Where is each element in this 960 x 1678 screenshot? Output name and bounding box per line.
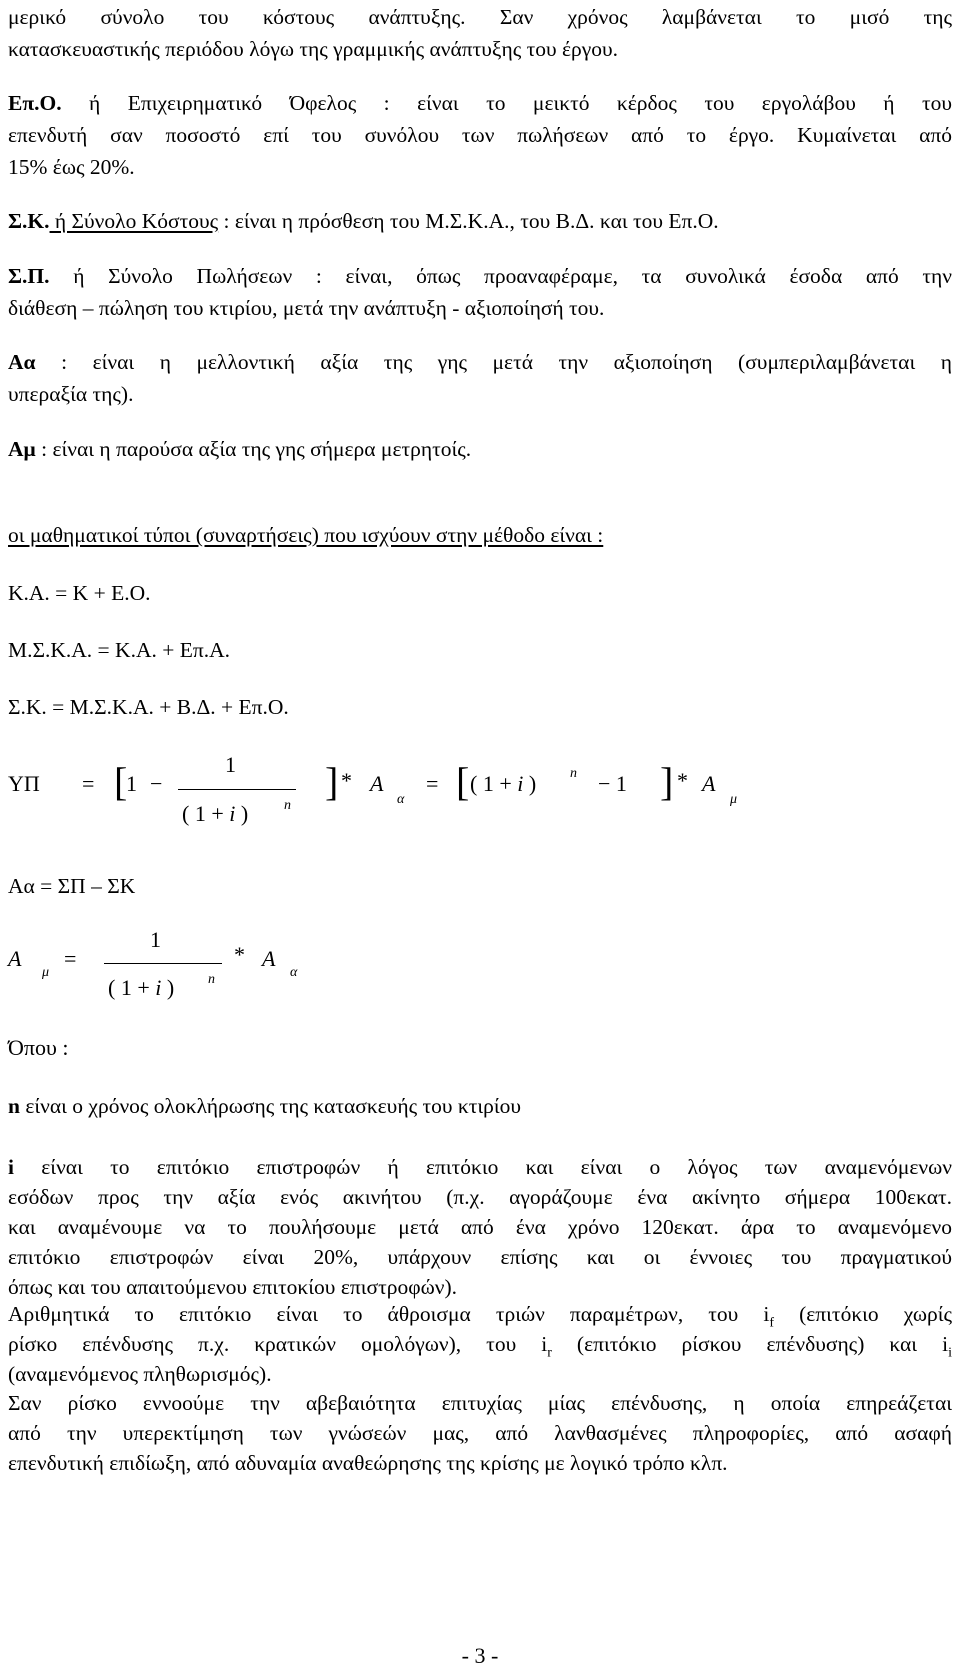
subscript: α xyxy=(397,792,405,807)
term-abbr: Αα xyxy=(8,350,36,374)
text-span: ρίσκο επένδυσης π.χ. κρατικών ομολόγων), του i xyxy=(8,1332,548,1356)
text-span: διάθεση – πώληση του κτιρίου, μετά την ανάπτυξη - αξιοποίησή του. xyxy=(8,296,605,320)
definition-epo xyxy=(8,91,952,115)
fraction-denominator xyxy=(182,801,248,827)
equals-sign: = xyxy=(426,771,439,796)
text-span: : είναι η μελλοντική αξία της γης μετά την αξιοποίηση (συμπεριλαμβάνεται η xyxy=(35,350,952,374)
symbol-i: i xyxy=(8,1155,14,1179)
text-line xyxy=(8,1275,952,1299)
left-bracket: [ xyxy=(456,759,470,804)
den-close: ) xyxy=(161,975,175,1000)
formula-ka xyxy=(8,581,952,605)
text-span: οι μαθηματικοί τύποι (συναρτήσεις) που ισχύουν στην μέθοδο είναι : xyxy=(8,523,604,547)
formula-term: − 1 xyxy=(598,771,627,796)
text-span: Αριθμητικά το επιτόκιο είναι το άθροισμα τριών παραμέτρων, του i xyxy=(8,1302,770,1326)
text-span: Σαν ρίσκο εννοούμε την αβεβαιότητα επιτυχίας μίας επένδυσης, η οποία επηρεάζεται xyxy=(8,1391,952,1415)
term-abbr: Επ.Ο. xyxy=(8,91,62,115)
text-span: είναι ο χρόνος ολοκλήρωσης της κατασκευής του κτιρίου xyxy=(19,1094,522,1118)
text-span: είναι το επιτόκιο επιστροφών ή επιτόκιο και είναι ο λόγος των αναμενόμενων xyxy=(13,1155,952,1179)
text-span: : είναι η παρούσα αξία της γης σήμερα μετρητοίς. xyxy=(35,437,472,461)
definition-sp xyxy=(8,264,952,288)
symbol-n: n xyxy=(8,1094,20,1118)
variable-a: Α xyxy=(702,771,716,796)
text-line xyxy=(8,123,952,147)
term-abbr: Σ.Κ. xyxy=(8,209,50,233)
den-open: ( 1 + xyxy=(108,975,156,1000)
formula-lhs: ΥΠ xyxy=(8,771,40,796)
formula-power xyxy=(470,771,536,797)
formulas-heading xyxy=(8,523,952,547)
subscript: i xyxy=(948,1345,952,1361)
exponent: n xyxy=(570,766,577,781)
text-line xyxy=(8,296,952,320)
multiply-sign: * xyxy=(234,942,245,967)
definition-sk xyxy=(8,209,952,233)
subscript: μ xyxy=(730,792,738,807)
text-line xyxy=(8,382,952,406)
fraction-denominator xyxy=(108,975,174,1001)
text-span: Μ.Σ.Κ.Α. = Κ.Α. + Επ.Α. xyxy=(8,638,231,662)
text-span: Σ.Κ. = Μ.Σ.Κ.Α. + Β.Δ. + Επ.Ο. xyxy=(8,695,289,719)
text-span: ή Σύνολο Πωλήσεων : είναι, όπως προαναφέραμε, τα συνολικά έσοδα από την xyxy=(49,264,952,288)
text-line xyxy=(8,37,952,61)
text-line xyxy=(8,1332,952,1365)
text-span: 15% έως 20%. xyxy=(8,155,135,179)
text-line xyxy=(8,1451,952,1475)
text-span: Κ.Α. = Κ + Ε.Ο. xyxy=(8,581,151,605)
text-span: επενδυτική επιδίωξη, από αδυναμία αναθεώρησης της κρίσης με λογικό τρόπο κλπ. xyxy=(8,1451,728,1475)
text-span: από την υπερεκτίμηση των γνώσεών μας, από λανθασμένες πληροφορίες, από ασαφή xyxy=(8,1421,952,1445)
den-close: ) xyxy=(235,801,249,826)
fraction-bar xyxy=(178,789,296,790)
where-label xyxy=(8,1036,952,1060)
text-span: (επιτόκιο ρίσκου επένδυσης) και i xyxy=(551,1332,949,1356)
fraction-numerator: 1 xyxy=(225,752,236,777)
text-span: επιτόκιο επιστροφών είναι 20%, υπάρχουν επίσης και οι έννοιες του πραγματικού xyxy=(8,1245,952,1269)
term-name: ή Σύνολο Κόστους xyxy=(49,209,219,233)
definition-n xyxy=(8,1094,952,1118)
den-open: ( 1 + xyxy=(182,801,230,826)
subscript: μ xyxy=(42,965,50,980)
text-span: μερικό σύνολο του κόστους ανάπτυξης. Σαν χρόνος λαμβάνεται το μισό της xyxy=(8,5,952,29)
power-open: ( 1 + xyxy=(470,771,518,796)
text-span: υπεραξία της). xyxy=(8,382,134,406)
text-line xyxy=(8,1362,952,1386)
formula-term: 1 xyxy=(126,771,137,796)
right-bracket: ] xyxy=(325,759,339,804)
equals-sign: = xyxy=(82,771,95,796)
equals-sign: = xyxy=(64,946,77,971)
minus-sign: − xyxy=(150,771,163,796)
page-number: - 3 - xyxy=(461,1643,499,1668)
variable-a: Α xyxy=(262,946,276,971)
fraction-bar xyxy=(104,963,222,964)
text-line xyxy=(8,1185,952,1209)
term-abbr: Αμ xyxy=(8,437,36,461)
den-i: i xyxy=(155,975,162,1000)
text-span: όπως και του απαιτούμενου επιτοκίου επιστροφών). xyxy=(8,1275,458,1299)
formula-sk xyxy=(8,695,952,719)
text-line xyxy=(8,1421,952,1445)
variable-a: Α xyxy=(8,946,22,971)
power-close: ) xyxy=(523,771,537,796)
variable-a: Α xyxy=(370,771,384,796)
text-span: και αναμένουμε να το πουλήσουμε μετά από ένα χρόνο 120εκατ. άρα το αναμενόμενο xyxy=(8,1215,952,1239)
text-line xyxy=(8,1215,952,1239)
term-abbr: Σ.Π. xyxy=(8,264,50,288)
text-line xyxy=(8,1245,952,1269)
multiply-sign: * xyxy=(341,768,352,793)
risk-paragraph xyxy=(8,1391,952,1415)
definition-am xyxy=(8,437,952,461)
text-span: εσόδων προς την αξία ενός ακινήτου (π.χ. αγοράζουμε ένα ακίνητο σήμερα 100εκατ. xyxy=(8,1185,952,1209)
left-bracket: [ xyxy=(114,759,128,804)
right-bracket: ] xyxy=(660,759,674,804)
definition-aa xyxy=(8,350,952,374)
text-span: (επιτόκιο χωρίς xyxy=(774,1302,952,1326)
text-line xyxy=(8,155,952,179)
exponent: n xyxy=(284,798,291,813)
formula-aa xyxy=(8,874,952,898)
definition-i xyxy=(8,1155,952,1179)
den-i: i xyxy=(229,801,236,826)
subscript: f xyxy=(769,1315,775,1331)
text-span: Αα = ΣΠ – ΣΚ xyxy=(8,874,136,898)
fraction-numerator: 1 xyxy=(150,927,161,952)
subscript: r xyxy=(547,1345,552,1361)
text-span: : είναι η πρόσθεση του Μ.Σ.Κ.Α., του Β.Δ. και του Επ.Ο. xyxy=(218,209,719,233)
rate-components xyxy=(8,1302,952,1335)
power-i: i xyxy=(517,771,524,796)
text-span: (αναμενόμενος πληθωρισμός). xyxy=(8,1362,272,1386)
multiply-sign: * xyxy=(677,768,688,793)
exponent: n xyxy=(208,972,215,987)
formula-mska xyxy=(8,638,952,662)
text-line xyxy=(8,5,952,29)
text-span: επενδυτή σαν ποσοστό επί του συνόλου των πωλήσεων από το έργο. Κυμαίνεται από xyxy=(8,123,952,147)
text-span: Όπου : xyxy=(8,1035,69,1060)
text-span: κατασκευαστικής περιόδου λόγω της γραμμικής ανάπτυξης του έργου. xyxy=(8,37,619,61)
text-span: ή Επιχειρηματικό Όφελος : είναι το μεικτό κέρδος του εργολάβου ή του xyxy=(61,91,952,115)
subscript: α xyxy=(290,965,298,980)
